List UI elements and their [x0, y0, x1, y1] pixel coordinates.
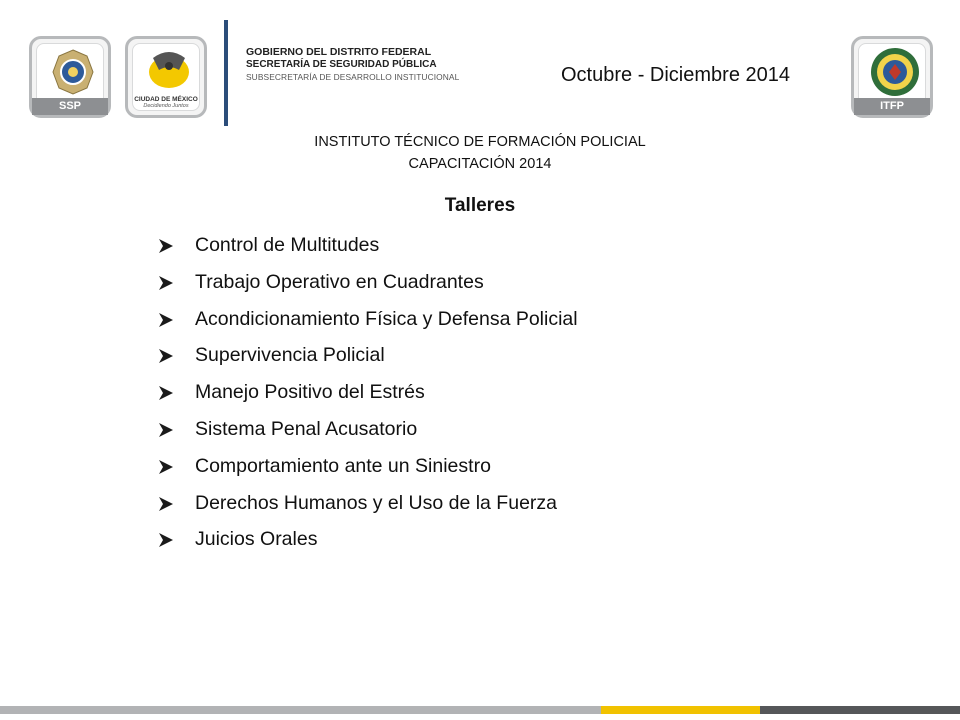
arrowhead-bullet-icon	[158, 422, 174, 438]
government-line-3: SUBSECRETARÍA DE DESARROLLO INSTITUCIONAL	[246, 72, 460, 82]
list-item-label: Acondicionamiento Física y Defensa Policial	[195, 307, 578, 330]
list-item-label: Control de Multitudes	[195, 234, 380, 256]
footer-bar-yellow	[601, 706, 760, 714]
cdmx-logo-tagline: Decidiendo Juntos	[143, 103, 189, 109]
footer-bar-dark	[760, 706, 960, 714]
arrowhead-bullet-icon	[158, 312, 174, 328]
government-line-2: SECRETARÍA DE SEGURIDAD PÚBLICA	[246, 59, 437, 70]
arrowhead-bullet-icon	[158, 348, 174, 364]
cdmx-logo	[125, 36, 207, 118]
list-item-label: Derechos Humanos y el Uso de la Fuerza	[195, 491, 557, 514]
angel-emblem-icon	[133, 44, 200, 94]
arrowhead-bullet-icon	[158, 238, 174, 254]
period-label: Octubre - Diciembre 2014	[561, 64, 790, 86]
ssp-emblem-icon	[37, 44, 104, 100]
itfp-logo	[851, 36, 933, 118]
arrowhead-bullet-icon	[158, 385, 174, 401]
footer-bar	[0, 706, 960, 714]
list-item-label: Manejo Positivo del Estrés	[195, 381, 425, 404]
list-item-label: Trabajo Operativo en Cuadrantes	[195, 270, 484, 293]
government-line-1: GOBIERNO DEL DISTRITO FEDERAL	[246, 46, 432, 58]
ssp-logo-label: SSP	[32, 98, 108, 115]
ssp-logo	[29, 36, 111, 118]
arrowhead-bullet-icon	[158, 459, 174, 475]
arrowhead-bullet-icon	[158, 532, 174, 548]
list-item-label: Juicios Orales	[195, 528, 318, 551]
itfp-logo-label: ITFP	[854, 98, 930, 115]
section-heading: Talleres	[444, 195, 516, 216]
arrowhead-bullet-icon	[158, 275, 174, 291]
arrowhead-bullet-icon	[158, 496, 174, 512]
institute-title: INSTITUTO TÉCNICO DE FORMACIÓN POLICIAL	[314, 134, 646, 150]
list-item-label: Sistema Penal Acusatorio	[195, 417, 418, 440]
list-item-label: Supervivencia Policial	[195, 344, 385, 367]
header-divider	[224, 20, 228, 126]
footer-bar-gray	[0, 706, 601, 714]
training-title: CAPACITACIÓN 2014	[408, 156, 552, 172]
itfp-seal-icon	[859, 44, 926, 100]
list-item-label: Comportamiento ante un Siniestro	[195, 454, 491, 477]
cdmx-logo-name: CIUDAD DE MÉXICO	[134, 96, 198, 103]
